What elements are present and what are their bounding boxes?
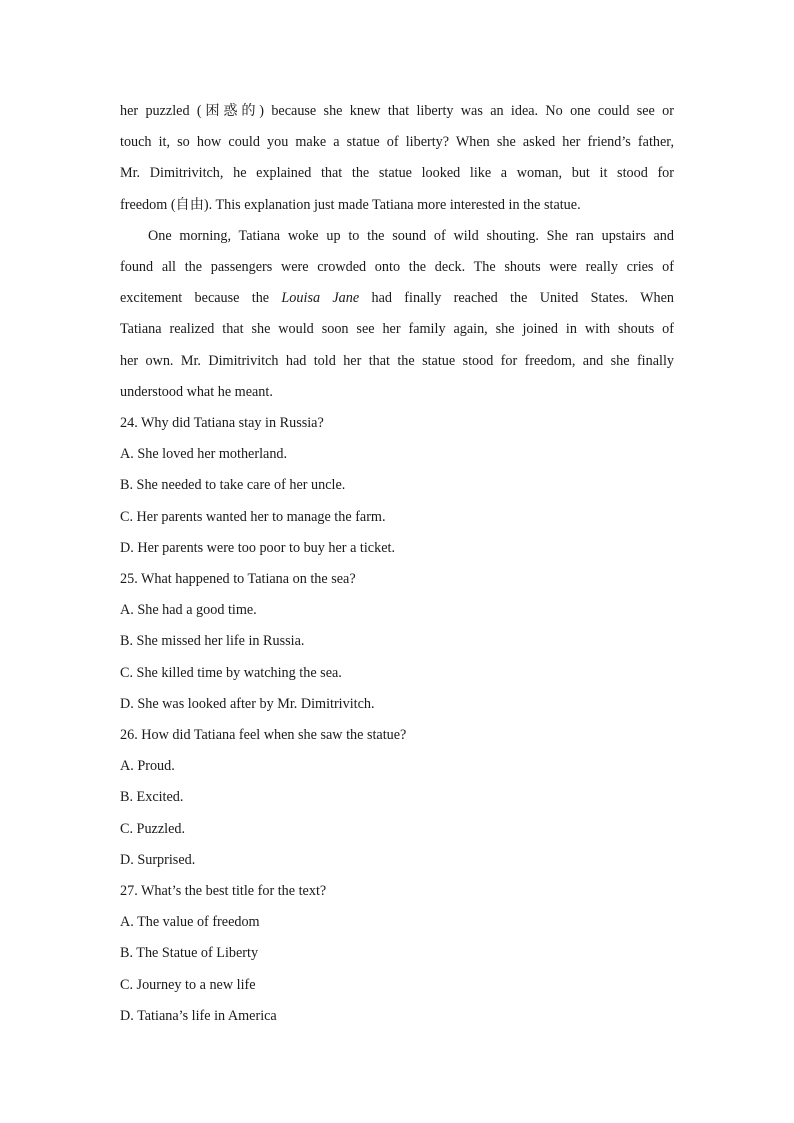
line-3-prefix: excitement because the: [120, 290, 282, 307]
option-a: A. The value of freedom: [120, 914, 260, 931]
question-25: [120, 564, 674, 720]
paragraph-2-line-2: found all the passengers were crowded onto the deck. The shouts were really cries of: [120, 259, 674, 276]
option-a: A. Proud.: [120, 758, 175, 775]
paragraph-1-line-3: Mr. Dimitrivitch, he explained that the statue looked like a woman, but it stood for: [120, 165, 674, 182]
option-c: C. Her parents wanted her to manage the farm.: [120, 508, 386, 525]
paragraph-2-line-6: understood what he meant.: [120, 383, 273, 400]
paragraph-2-line-4: Tatiana realized that she would soon see her family again, she joined in with shouts of: [120, 321, 674, 338]
option-a: A. She loved her motherland.: [120, 446, 288, 463]
option-a: A. She had a good time.: [120, 602, 257, 619]
question-stem: 25. What happened to Tatiana on the sea?: [120, 571, 356, 588]
option-b: B. Excited.: [120, 789, 184, 806]
option-b: B. The Statue of Liberty: [120, 945, 259, 962]
option-d: D. Tatiana’s life in America: [120, 1007, 277, 1024]
document-page: [120, 96, 674, 1032]
option-c: C. Journey to a new life: [120, 976, 256, 993]
paragraph-2-line-5: her own. Mr. Dimitrivitch had told her that the statue stood for freedom, and she finally: [120, 352, 674, 369]
option-d: D. Her parents were too poor to buy her a ticket.: [120, 539, 395, 556]
option-d: D. She was looked after by Mr. Dimitrivitch.: [120, 695, 375, 712]
line-3-suffix: had finally reached the United States. When: [359, 290, 674, 307]
paragraph-1-line-4: freedom (自由). This explanation just made Tatiana more interested in the statue.: [120, 196, 581, 213]
question-24: [120, 408, 674, 564]
paragraph-1-line-2: touch it, so how could you make a statue of liberty? When she asked her friend’s father,: [120, 134, 674, 151]
question-stem: 24. Why did Tatiana stay in Russia?: [120, 415, 324, 432]
option-b: B. She needed to take care of her uncle.: [120, 477, 346, 494]
paragraph-2-line-1: One morning, Tatiana woke up to the sound of wild shouting. She ran upstairs and: [148, 227, 674, 244]
option-c: C. Puzzled.: [120, 820, 186, 837]
passage-paragraph-1: [120, 96, 674, 221]
ship-name: Louisa Jane: [281, 290, 360, 307]
question-stem: 27. What’s the best title for the text?: [120, 883, 327, 900]
passage-paragraph-2: [120, 221, 674, 408]
question-27: [120, 876, 674, 1032]
question-26: [120, 720, 674, 876]
paragraph-2-line-3: [120, 283, 674, 314]
option-c: C. She killed time by watching the sea.: [120, 664, 342, 681]
option-d: D. Surprised.: [120, 851, 196, 868]
option-b: B. She missed her life in Russia.: [120, 633, 305, 650]
question-stem: 26. How did Tatiana feel when she saw the statue?: [120, 727, 407, 744]
paragraph-1-line-1: her puzzled (困惑的) because she knew that liberty was an idea. No one could see or: [120, 103, 674, 119]
